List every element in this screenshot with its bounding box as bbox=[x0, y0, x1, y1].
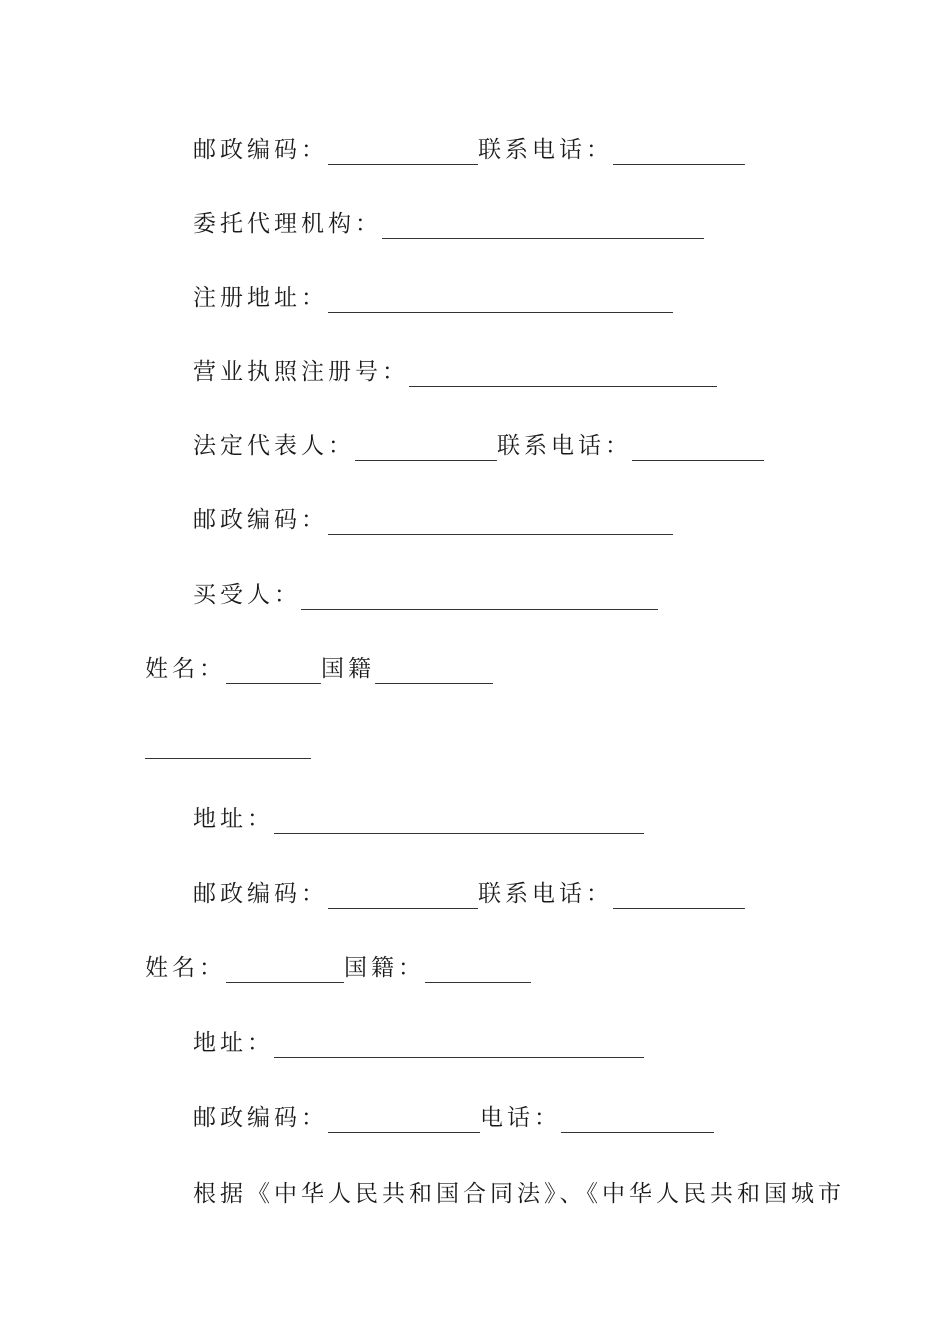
postal-phone-row-3 bbox=[193, 872, 745, 912]
registered-address-blank[interactable] bbox=[328, 312, 673, 313]
phone-blank[interactable] bbox=[613, 908, 745, 909]
registered-address-row bbox=[193, 276, 673, 316]
business-license-blank[interactable] bbox=[409, 386, 717, 387]
legal-rep-row bbox=[193, 424, 764, 464]
name-label: 姓名： bbox=[145, 656, 226, 682]
nationality-label: 国籍 bbox=[321, 656, 375, 682]
buyer-label: 买受人： bbox=[193, 582, 301, 608]
legal-representative-blank[interactable] bbox=[355, 460, 497, 461]
address-blank[interactable] bbox=[274, 1057, 644, 1058]
buyer-blank[interactable] bbox=[301, 609, 658, 610]
name-nationality-row-2 bbox=[145, 946, 531, 986]
agency-label: 委托代理机构： bbox=[193, 211, 382, 237]
address-row-2 bbox=[193, 1021, 644, 1061]
postal-code-blank[interactable] bbox=[328, 1132, 480, 1133]
business-license-label: 营业执照注册号： bbox=[193, 359, 409, 385]
phone-label: 联系电话： bbox=[497, 433, 632, 459]
postal-phone-row-4 bbox=[193, 1096, 714, 1136]
name-blank[interactable] bbox=[226, 683, 321, 684]
postal-code-label: 邮政编码： bbox=[193, 507, 328, 533]
phone-blank[interactable] bbox=[632, 460, 764, 461]
address-label: 地址： bbox=[193, 806, 274, 832]
registered-address-label: 注册地址： bbox=[193, 285, 328, 311]
legal-representative-label: 法定代表人： bbox=[193, 433, 355, 459]
nationality-label: 国籍： bbox=[344, 955, 425, 981]
postal-row-2 bbox=[193, 498, 673, 538]
postal-code-blank[interactable] bbox=[328, 908, 478, 909]
phone-label: 联系电话： bbox=[478, 137, 613, 163]
postal-phone-row-1 bbox=[193, 128, 745, 168]
postal-code-label: 邮政编码： bbox=[193, 881, 328, 907]
phone-label: 联系电话： bbox=[478, 881, 613, 907]
address-blank[interactable] bbox=[274, 833, 644, 834]
license-row bbox=[193, 350, 717, 390]
agency-blank[interactable] bbox=[382, 238, 704, 239]
paragraph-text: 根据《中华人民共和国合同法》、《中华人民共和国城市 bbox=[193, 1181, 845, 1207]
phone-blank[interactable] bbox=[561, 1132, 714, 1133]
name-nationality-row-1 bbox=[145, 647, 493, 687]
phone-blank[interactable] bbox=[613, 164, 745, 165]
body-paragraph bbox=[193, 1172, 845, 1212]
agency-row bbox=[193, 202, 704, 242]
nationality-blank[interactable] bbox=[375, 683, 493, 684]
standalone-blank-row bbox=[145, 722, 311, 762]
buyer-row bbox=[193, 573, 658, 613]
name-blank[interactable] bbox=[226, 982, 344, 983]
postal-code-label: 邮政编码： bbox=[193, 1105, 328, 1131]
nationality-blank[interactable] bbox=[425, 982, 531, 983]
name-label: 姓名： bbox=[145, 955, 226, 981]
continuation-blank[interactable] bbox=[145, 758, 311, 759]
address-row-1 bbox=[193, 797, 644, 837]
phone-label: 电话： bbox=[480, 1105, 561, 1131]
address-label: 地址： bbox=[193, 1030, 274, 1056]
postal-code-label: 邮政编码： bbox=[193, 137, 328, 163]
postal-code-blank[interactable] bbox=[328, 534, 673, 535]
postal-code-blank[interactable] bbox=[328, 164, 478, 165]
